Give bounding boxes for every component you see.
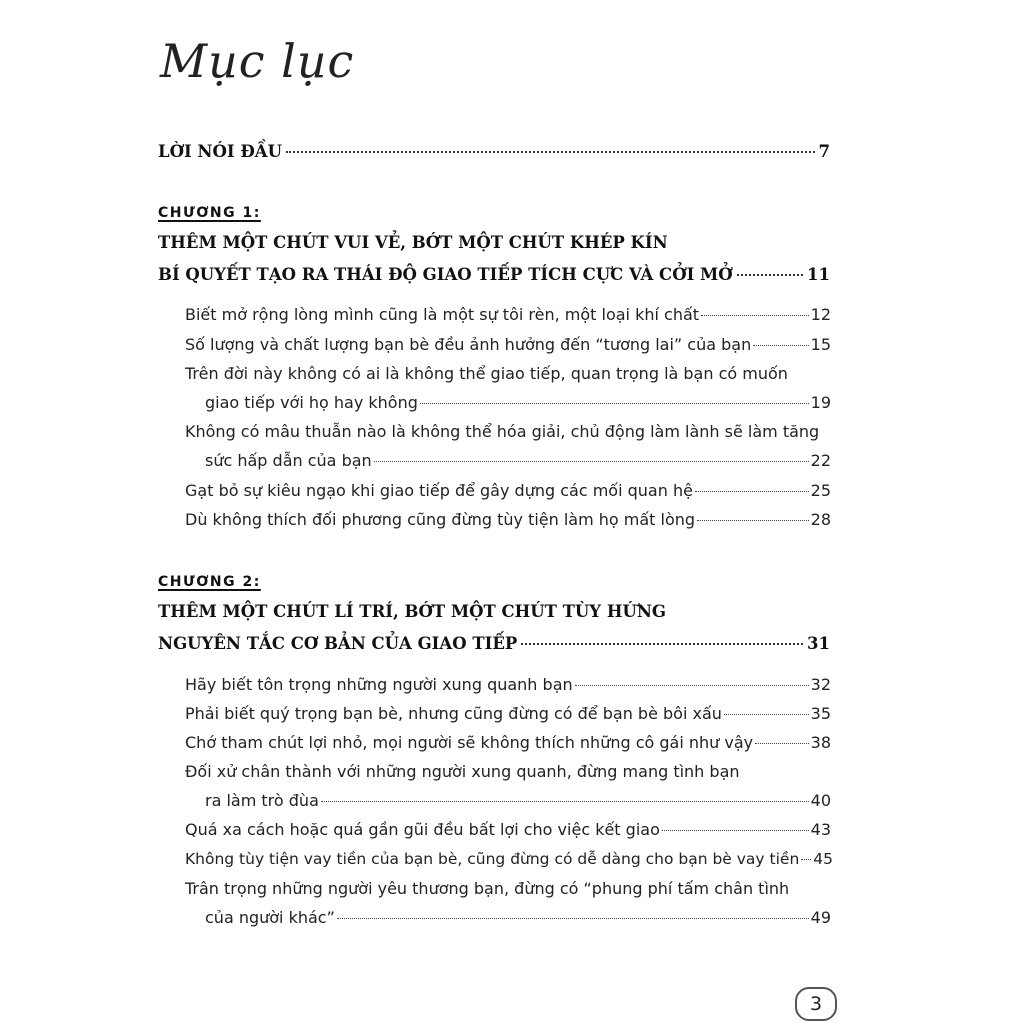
entry-text: Quá xa cách hoặc quá gần gũi đều bất lợi cho việc kết giao <box>185 820 660 839</box>
chapter1-page: 11 <box>807 265 830 284</box>
chapter1-heading-line1: THÊM MỘT CHÚT VUI VẺ, BỚT MỘT CHÚT KHÉP KÍN <box>158 233 668 252</box>
toc-entry[interactable] <box>205 393 831 412</box>
toc-entry[interactable] <box>185 481 831 500</box>
toc-entry[interactable] <box>185 820 831 839</box>
entry-text: Gạt bỏ sự kiêu ngạo khi giao tiếp để gây dựng các mối quan hệ <box>185 481 693 500</box>
dot-leader <box>695 491 809 492</box>
chapter2-heading-line2: NGUYÊN TẮC CƠ BẢN CỦA GIAO TIẾP <box>158 634 518 653</box>
entry-page: 32 <box>810 675 831 694</box>
entry-text: Dù không thích đối phương cũng đừng tùy tiện làm họ mất lòng <box>185 510 696 529</box>
toc-entry[interactable] <box>185 335 831 354</box>
toc-preface[interactable] <box>158 142 830 161</box>
entry-page: 35 <box>810 704 831 723</box>
toc-entry[interactable] <box>205 451 831 470</box>
dot-leader <box>755 743 809 744</box>
entry-text-line2: giao tiếp với họ hay không <box>205 393 418 412</box>
entry-text: Hãy biết tôn trọng những người xung quanh bạn <box>185 675 573 694</box>
entry-page: 28 <box>810 510 831 529</box>
entry-page: 19 <box>810 393 831 412</box>
page-number: 3 <box>809 993 823 1015</box>
toc-entry[interactable] <box>205 791 831 810</box>
toc-entry[interactable] <box>185 850 834 868</box>
entry-text: Không tùy tiện vay tiền của bạn bè, cũng đừng có dễ dàng cho bạn bè vay tiền <box>185 850 800 868</box>
toc-chapter1[interactable] <box>158 265 830 284</box>
entry-text-line2: ra làm trò đùa <box>205 791 319 810</box>
entry-page: 12 <box>810 305 831 324</box>
toc-entry[interactable] <box>185 305 831 324</box>
dot-leader <box>374 461 809 462</box>
entry-text-line2: của người khác” <box>205 908 335 927</box>
toc-entry[interactable] <box>205 908 831 927</box>
dot-leader <box>801 859 811 860</box>
dot-leader <box>662 830 809 831</box>
dot-leader <box>286 151 815 153</box>
entry-text-line2: sức hấp dẫn của bạn <box>205 451 372 470</box>
toc-entry[interactable] <box>185 510 831 529</box>
entry-page: 25 <box>810 481 831 500</box>
dot-leader <box>697 520 809 521</box>
page-number-badge <box>795 987 837 1021</box>
chapter1-label: CHƯƠNG 1: <box>158 205 261 221</box>
entry-page: 45 <box>813 850 834 868</box>
toc-chapter2[interactable] <box>158 634 830 653</box>
entry-page: 43 <box>810 820 831 839</box>
preface-label: LỜI NÓI ĐẦU <box>158 142 282 161</box>
dot-leader <box>737 274 803 276</box>
preface-page: 7 <box>818 142 830 161</box>
dot-leader <box>753 345 808 346</box>
chapter2-page: 31 <box>807 634 830 653</box>
entry-text: Số lượng và chất lượng bạn bè đều ảnh hưởng đến “tương lai” của bạn <box>185 335 752 354</box>
toc-entry[interactable] <box>185 675 831 694</box>
entry-page: 22 <box>810 451 831 470</box>
entry-text-line1: Không có mâu thuẫn nào là không thể hóa giải, chủ động làm lành sẽ làm tăng <box>185 422 820 441</box>
entry-text: Chớ tham chút lợi nhỏ, mọi người sẽ không thích những cô gái như vậy <box>185 733 754 752</box>
dot-leader <box>521 643 803 645</box>
entry-page: 49 <box>810 908 831 927</box>
entry-text-line1: Đối xử chân thành với những người xung quanh, đừng mang tình bạn <box>185 762 740 781</box>
toc-entry[interactable] <box>185 704 831 723</box>
entry-text: Biết mở rộng lòng mình cũng là một sự tôi rèn, một loại khí chất <box>185 305 700 324</box>
dot-leader <box>420 403 809 404</box>
dot-leader <box>701 315 809 316</box>
entry-page: 40 <box>810 791 831 810</box>
dot-leader <box>575 685 809 686</box>
entry-text-line1: Trên đời này không có ai là không thể giao tiếp, quan trọng là bạn có muốn <box>185 364 788 383</box>
entry-page: 38 <box>810 733 831 752</box>
entry-page: 15 <box>810 335 831 354</box>
dot-leader <box>321 801 809 802</box>
toc-entry[interactable] <box>185 733 831 752</box>
chapter1-heading-line2: BÍ QUYẾT TẠO RA THÁI ĐỘ GIAO TIẾP TÍCH CỰC VÀ CỞI MỞ <box>158 265 733 284</box>
chapter2-heading-line1: THÊM MỘT CHÚT LÍ TRÍ, BỚT MỘT CHÚT TÙY HỨNG <box>158 602 666 621</box>
entry-text-line1: Trân trọng những người yêu thương bạn, đừng có “phung phí tấm chân tình <box>185 879 790 898</box>
dot-leader <box>337 918 809 919</box>
chapter2-label: CHƯƠNG 2: <box>158 574 261 590</box>
dot-leader <box>724 714 809 715</box>
page-title: Mục lục <box>160 34 355 88</box>
entry-text: Phải biết quý trọng bạn bè, nhưng cũng đừng có để bạn bè bôi xấu <box>185 704 722 723</box>
